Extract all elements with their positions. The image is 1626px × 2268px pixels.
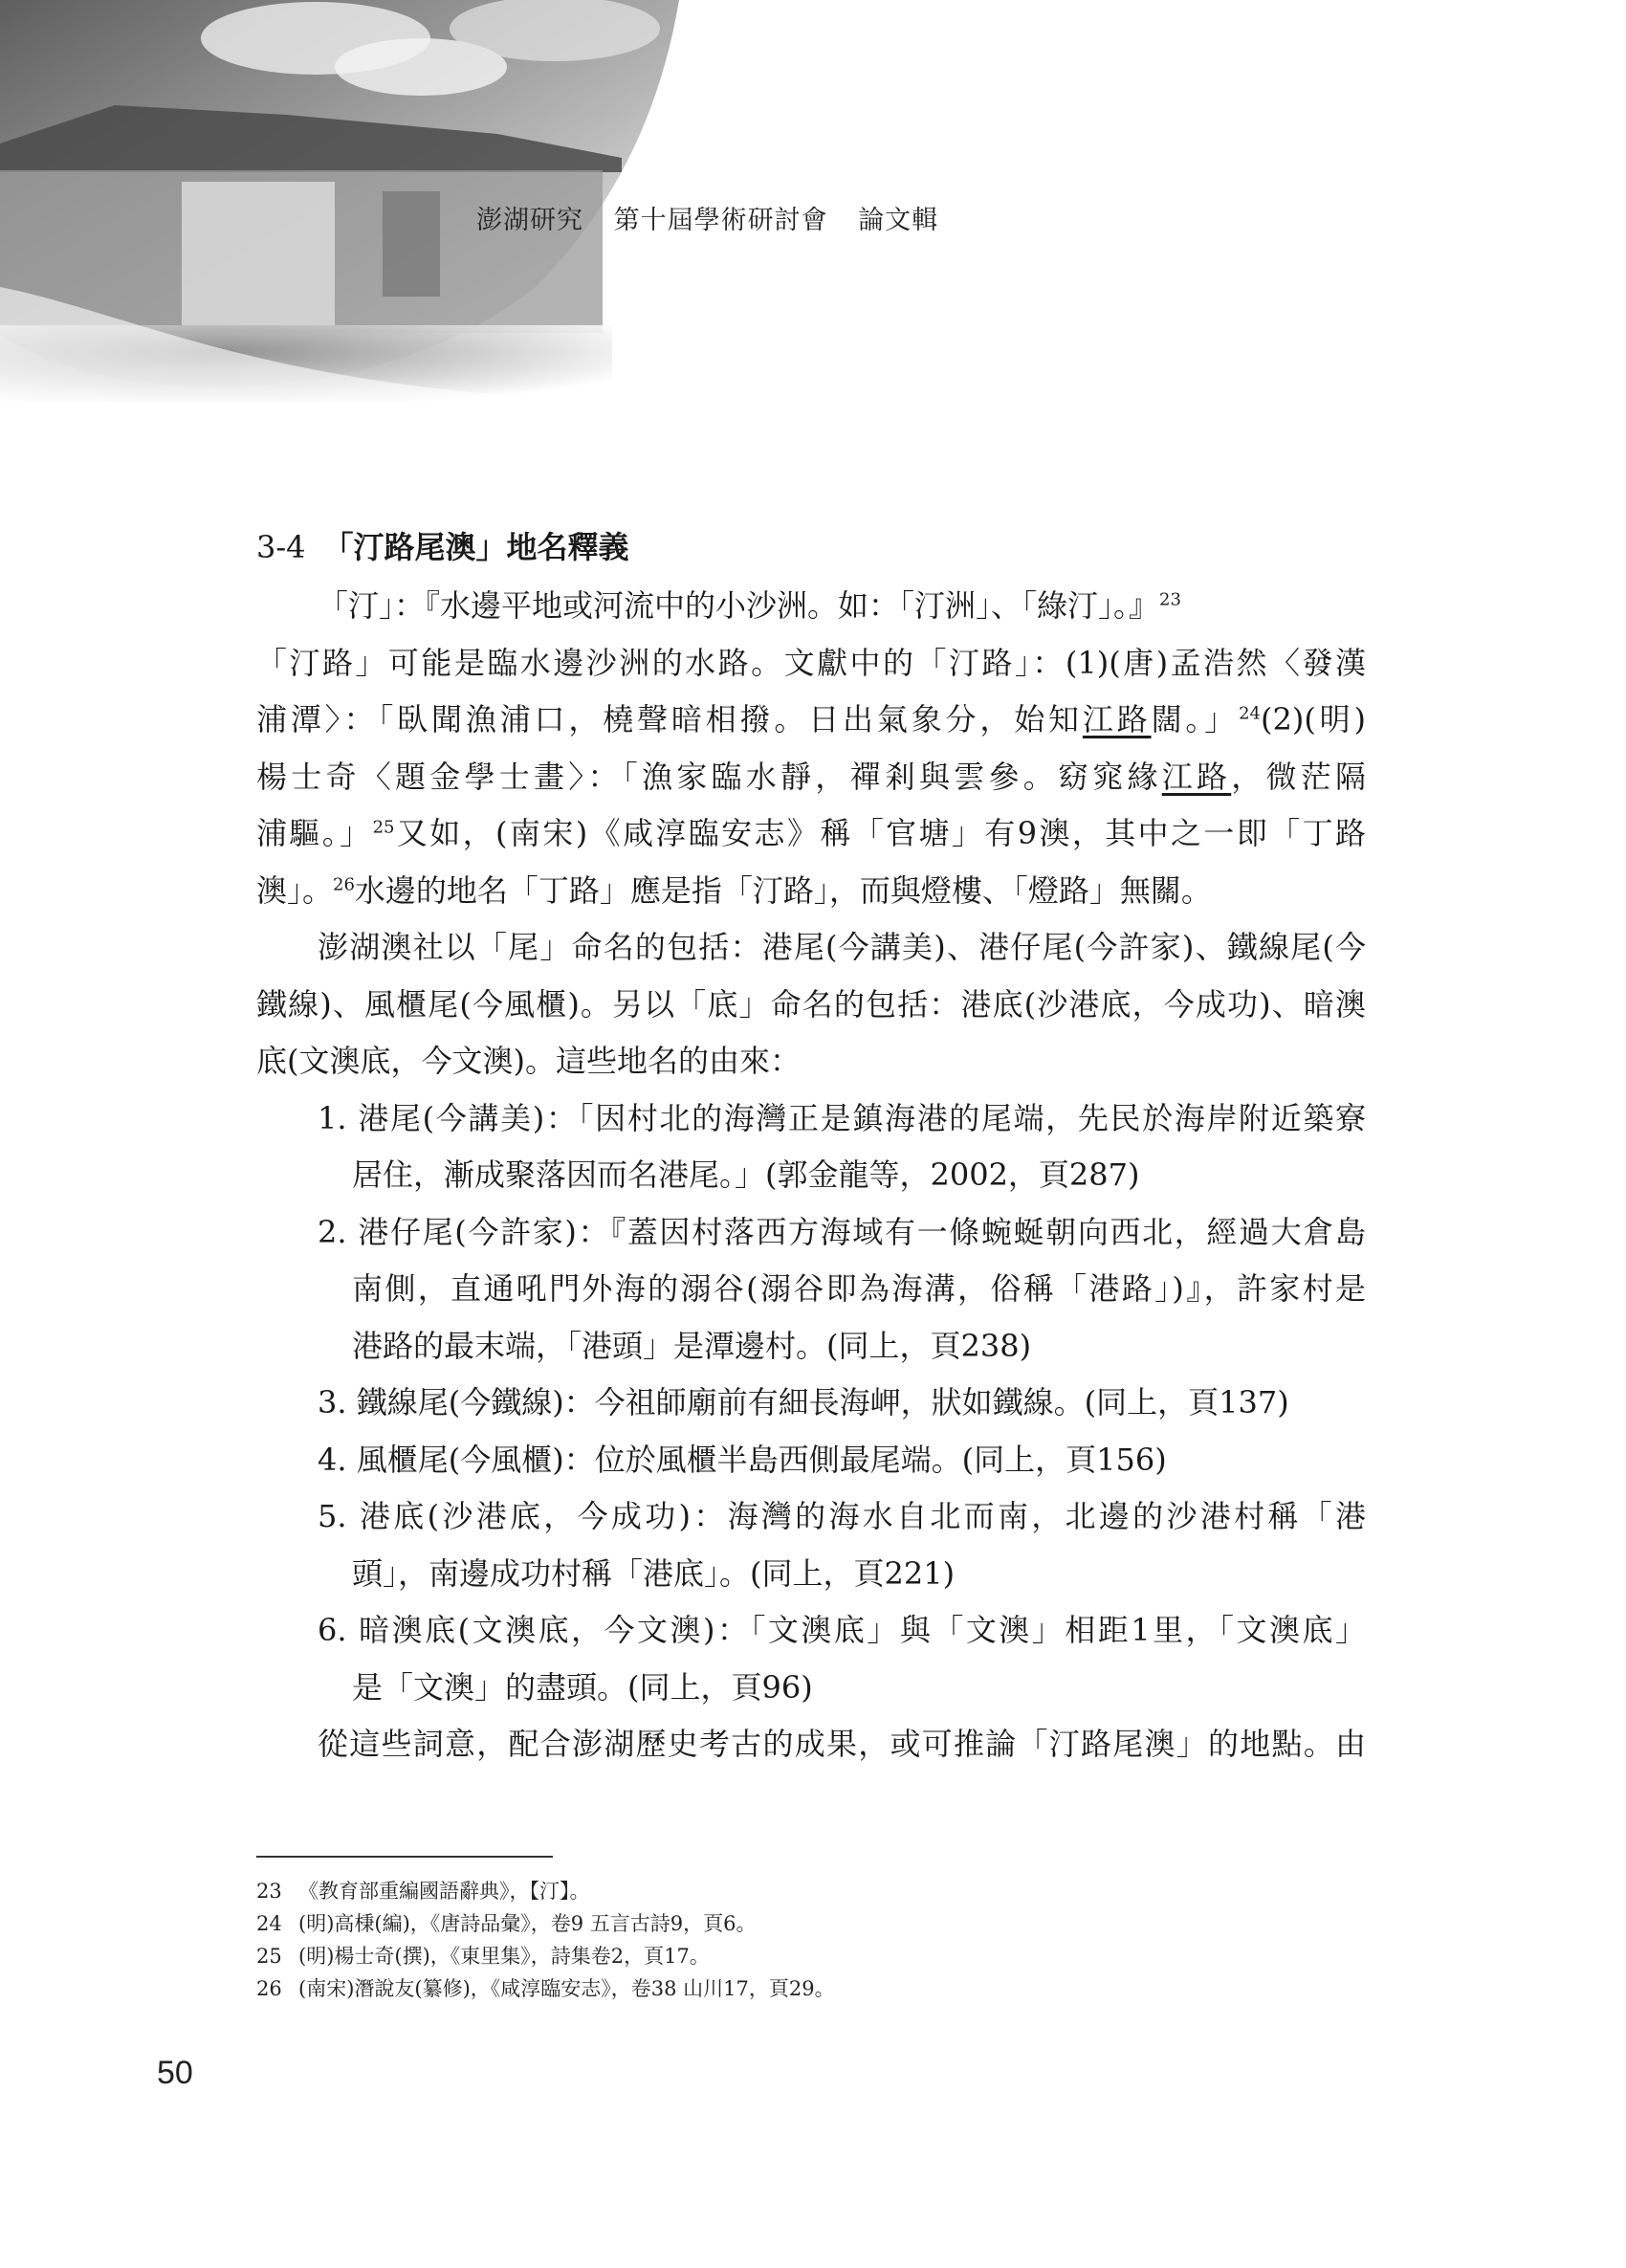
- list-item-continuation: 港路的最末端，「港頭」是潭邊村。(同上，頁238): [352, 1327, 1032, 1364]
- paragraph-line: [256, 692, 1366, 749]
- text-run: 澳」。: [256, 871, 334, 909]
- footnote-text: (南宋)潛說友(纂修)，《咸淳臨安志》，卷38 山川17，頁29。: [298, 1977, 835, 2000]
- footnote-number: 24: [256, 1912, 282, 1935]
- paragraph-line: 底(文澳底，今文澳)。這些地名的由來：: [256, 1043, 801, 1079]
- footnote-text: 《教育部重編國語辭典》，【汀】。: [298, 1880, 590, 1903]
- footnote: [256, 1940, 1308, 1972]
- text-run: ，微茫隔: [1231, 758, 1366, 795]
- list-item: 5. 港底(沙港底，今成功)：海灣的海水自北而南，北邊的沙港村稱「港: [318, 1498, 1366, 1534]
- list-item-continuation: 頭」，南邊成功村稱「港底」。(同上，頁221): [352, 1554, 956, 1592]
- list-item-continuation: 居住，漸成聚落因而名港尾。」(郭金龍等，2002，頁287): [352, 1156, 1140, 1193]
- text-run: 浦潭〉：「臥聞漁浦口，橈聲暗相撥。日出氣象分，始知: [256, 701, 1083, 738]
- underlined-term: 江路: [1161, 758, 1232, 795]
- paragraph-line: 澎湖澳社以「尾」命名的包括：港尾(今講美)、港仔尾(今許家)、鐵線尾(今: [318, 929, 1366, 965]
- footnote: [256, 1907, 1308, 1940]
- footnote: [256, 1972, 1308, 2005]
- paragraph-line: 鐵線)、風櫃尾(今風櫃)。另以「底」命名的包括：港底(沙港底，今成功)、暗澳: [256, 985, 1366, 1023]
- footnote-number: 23: [256, 1880, 282, 1903]
- footnote: [256, 1875, 1308, 1907]
- text-run: 浦驅。」: [256, 815, 373, 851]
- paragraph-line: [256, 578, 1366, 635]
- page-number: 50: [157, 2055, 193, 2091]
- section-heading: [256, 517, 1366, 578]
- list-item: 6. 暗澳底(文澳底，今文澳)：「文澳底」與「文澳」相距1里，「文澳底」: [318, 1612, 1366, 1648]
- footnote-number: 26: [256, 1977, 282, 2000]
- footnote-text: (明)高棅(編)，《唐詩品彙》，卷9 五言古詩9，頁6。: [298, 1912, 757, 1935]
- paragraph-line: [256, 749, 1366, 806]
- list-item: 1. 港尾(今講美)：「因村北的海灣正是鎮海港的尾端，先民於海岸附近築寮: [318, 1099, 1366, 1136]
- footnote-ref-25[interactable]: 25: [372, 817, 395, 838]
- paragraph-line: [256, 863, 1366, 920]
- list-item: 4. 風櫃尾(今風櫃)：位於風櫃半島西側最尾端。(同上，頁156): [318, 1441, 1167, 1478]
- footnote-number: 25: [256, 1945, 282, 1968]
- text-run: 闊。」: [1151, 701, 1240, 738]
- text-run: 「汀」：『水邊平地或河流中的小沙洲。如：「汀洲」、「綠汀」。』: [318, 587, 1160, 624]
- list-item: 2. 港仔尾(今許家)：『蓋因村落西方海域有一條蜿蜒朝向西北，經過大倉島: [318, 1213, 1366, 1250]
- paragraph-line: 「汀路」可能是臨水邊沙洲的水路。文獻中的「汀路」：(1)(唐)孟浩然〈發漢: [256, 644, 1366, 681]
- text-run: (2)(明): [1260, 701, 1366, 738]
- list-item-continuation: 是「文澳」的盡頭。(同上，頁96): [352, 1668, 813, 1706]
- footnote-text: (明)楊士奇(撰)，《東里集》，詩集卷2，頁17。: [298, 1945, 710, 1968]
- paragraph-line: 從這些詞意，配合澎湖歷史考古的成果，或可推論「汀路尾澳」的地點。由: [318, 1726, 1366, 1762]
- text-run: 又如，(南宋)《咸淳臨安志》稱「官塘」有9澳，其中之一即「丁路: [394, 815, 1366, 851]
- footnote-ref-23[interactable]: 23: [1159, 589, 1181, 610]
- text-run: 水邊的地名「丁路」應是指「汀路」，而與燈樓、「燈路」無關。: [354, 871, 1212, 909]
- section-title: 「汀路尾澳」地名釋義: [322, 529, 629, 565]
- text-run: 楊士奇〈題金學士畫〉：「漁家臨水靜，禪剎與雲參。窈窕緣: [256, 758, 1162, 795]
- paragraph-line: [256, 805, 1366, 863]
- underlined-term: 江路: [1082, 701, 1152, 738]
- main-content: [256, 517, 1366, 1773]
- running-head-volume: 論文輯: [858, 206, 939, 235]
- footnotes: [256, 1875, 1308, 2005]
- footnote-ref-24[interactable]: 24: [1239, 703, 1261, 724]
- list-item-continuation: 南側，直通吼門外海的溺谷(溺谷即為海溝，俗稱「港路」)』，許家村是: [352, 1270, 1366, 1307]
- section-number: 3-4: [256, 529, 306, 565]
- footnote-ref-26[interactable]: 26: [333, 873, 355, 894]
- running-head-conference: 第十屆學術研討會: [613, 206, 828, 235]
- footnote-divider: [256, 1856, 553, 1858]
- running-head: [476, 199, 959, 236]
- running-head-journal: 澎湖研究: [476, 206, 583, 235]
- list-item: 3. 鐵線尾(今鐵線)：今祖師廟前有細長海岬，狀如鐵線。(同上，頁137): [318, 1384, 1289, 1420]
